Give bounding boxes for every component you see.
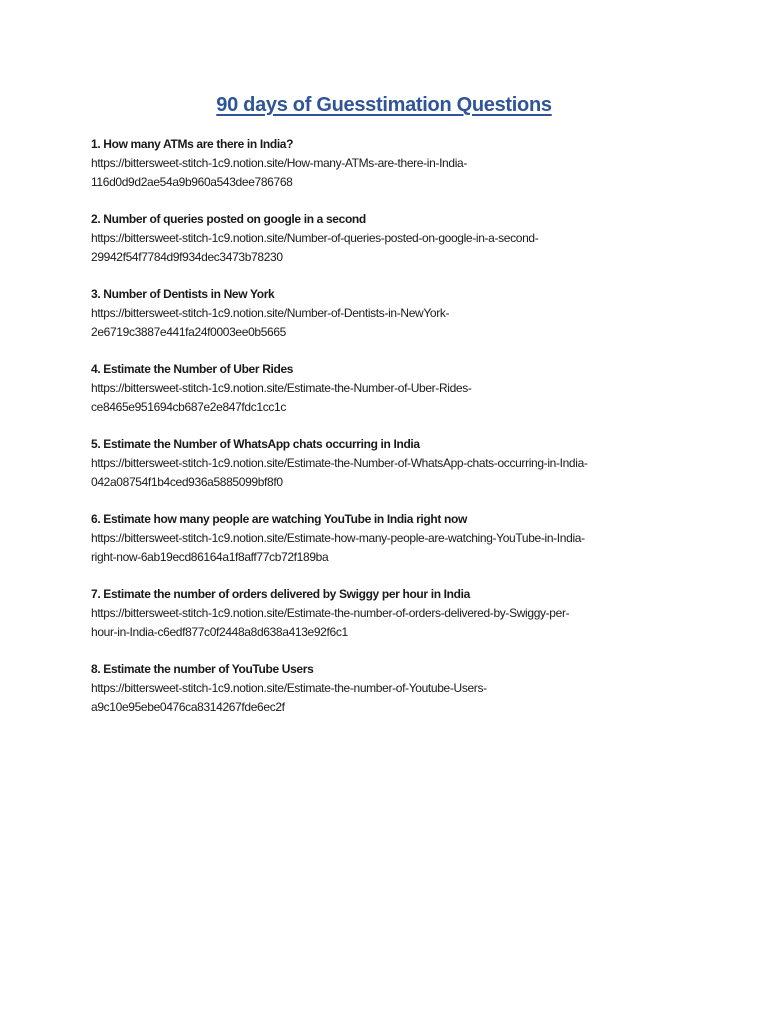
question-link-continued[interactable]: 042a08754f1b4ced936a5885099bf8f0 [91,475,283,489]
question-text: 5. Estimate the Number of WhatsApp chats occurring in India [91,437,420,451]
question-item [91,585,691,660]
question-text: 6. Estimate how many people are watching YouTube in India right now [91,512,467,526]
question-link[interactable]: https://bittersweet-stitch-1c9.notion.site/Estimate-the-Number-of-Uber-Rides- [91,381,472,395]
question-text: 4. Estimate the Number of Uber Rides [91,362,294,376]
question-item [91,660,691,735]
question-link[interactable]: https://bittersweet-stitch-1c9.notion.site/Estimate-the-number-of-Youtube-Users- [91,681,487,695]
question-list [91,135,691,735]
question-link[interactable]: https://bittersweet-stitch-1c9.notion.site/Estimate-how-many-people-are-watching-YouTube-in-India- [91,531,585,545]
question-text: 8. Estimate the number of YouTube Users [91,662,314,676]
question-link[interactable]: https://bittersweet-stitch-1c9.notion.site/Number-of-queries-posted-on-google-in-a-second- [91,231,539,245]
question-link-continued[interactable]: 116d0d9d2ae54a9b960a543dee786768 [91,175,293,189]
question-link-continued[interactable]: right-now-6ab19ecd86164a1f8aff77cb72f189ba [91,550,329,564]
question-text: 2. Number of queries posted on google in a second [91,212,366,226]
question-item [91,210,691,285]
question-text: 3. Number of Dentists in New York [91,287,275,301]
question-link-continued[interactable]: ce8465e951694cb687e2e847fdc1cc1c [91,400,286,414]
question-link-continued[interactable]: hour-in-India-c6edf877c0f2448a8d638a413e92f6c1 [91,625,348,639]
question-link[interactable]: https://bittersweet-stitch-1c9.notion.site/Number-of-Dentists-in-NewYork- [91,306,450,320]
question-item [91,135,691,210]
question-link-continued[interactable]: 29942f54f7784d9f934dec3473b78230 [91,250,283,264]
question-link-continued[interactable]: a9c10e95ebe0476ca8314267fde6ec2f [91,700,285,714]
question-item [91,360,691,435]
question-item [91,285,691,360]
question-link-continued[interactable]: 2e6719c3887e441fa24f0003ee0b5665 [91,325,287,339]
question-item [91,435,691,510]
question-text: 1. How many ATMs are there in India? [91,137,294,151]
page-title: 90 days of Guesstimation Questions [216,94,552,116]
question-text: 7. Estimate the number of orders delivered by Swiggy per hour in India [91,587,470,601]
question-link[interactable]: https://bittersweet-stitch-1c9.notion.site/Estimate-the-number-of-orders-delivered-by-Swiggy-per- [91,606,570,620]
question-link[interactable]: https://bittersweet-stitch-1c9.notion.site/How-many-ATMs-are-there-in-India- [91,156,467,170]
question-item [91,510,691,585]
question-link[interactable]: https://bittersweet-stitch-1c9.notion.site/Estimate-the-Number-of-WhatsApp-chats-occurring-in-India- [91,456,588,470]
